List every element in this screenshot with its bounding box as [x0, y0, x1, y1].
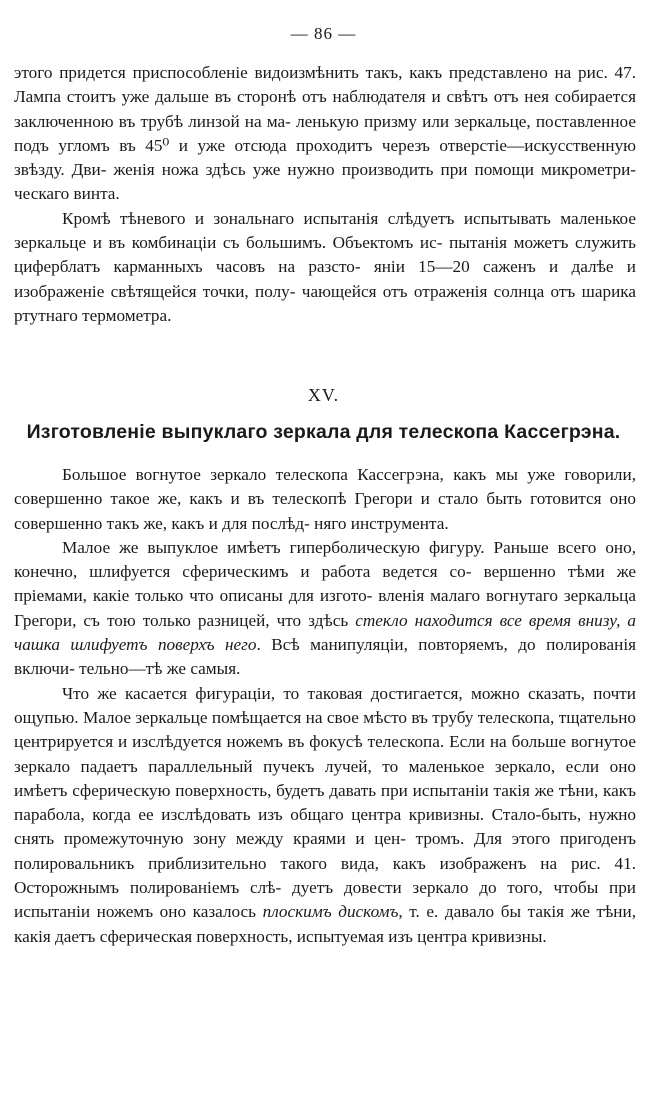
italic-emphasis: поверхъ него — [157, 635, 257, 655]
text-line: въ трубу телескопа, тщательно центрируется и изслѣдуется ножемъ — [14, 707, 636, 752]
text-line: Малое же выпуклое имѣетъ гиперболическую фигуру. Раньше — [62, 537, 549, 557]
text-line: женія ножа здѣсь уже нужно производить при помощи микрометри- — [113, 160, 637, 180]
page-number: — 86 — — [290, 24, 357, 43]
text-fragment: , т. е. давало бы такія же тѣни, какія — [14, 902, 636, 946]
italic-emphasis: плоскимъ дискомъ — [262, 902, 399, 922]
text-line: даетъ сферическая поверхность, испытуемая изъ центра кривизны. — [55, 926, 547, 946]
italic-emphasis: стекло находится все время внизу, а чашка шлифуетъ — [14, 610, 637, 655]
text-line: Что же касается фигураціи, то таковая достигается, можно — [62, 683, 520, 703]
text-fragment: . Всѣ манипуляціи, повторяемъ, до полированія включи- — [14, 635, 637, 679]
text-line: яніи 15—20 саженъ и далѣе и изображеніе свѣтящейся точки, полу- — [14, 257, 636, 301]
chapter-number: XV. — [307, 385, 340, 405]
text-line: какъ парабола, когда ее изслѣдовать изъ общаго центра кривизны. — [14, 780, 636, 825]
text-line: говорили, совершенно такое же, какъ и въ телескопѣ Грегори и — [14, 465, 636, 509]
text-line: и свѣтъ отъ нея собирается заключенною въ трубѣ линзой на ма- — [14, 87, 637, 131]
paragraph-convex-mirror — [14, 536, 636, 682]
chapter-title: Изготовленіе выпуклаго зеркала для телескопа Кассегрэна. — [26, 421, 621, 443]
text-line: въ фокусѣ телескопа. Если на больше вогнутое зеркало падаетъ — [14, 732, 637, 776]
text-line: ческаго винта. — [14, 184, 120, 204]
text-line: чающейся отъ отраженія солнца отъ шарика ртутнаго термометра. — [14, 281, 636, 325]
text-line: стало быть готовится оно совершенно такъ же, какъ и для послѣд- — [14, 489, 636, 533]
text-line: тельно—тѣ же самыя. — [79, 659, 241, 679]
text-line: маленькое зеркальце и въ комбинаціи съ большимъ. Объектомъ ис- — [14, 208, 636, 253]
text-line: вершенно тѣми же пріемами, какіе только что описаны для изгото- — [14, 562, 636, 606]
text-line: ленькую призму или зеркальце, поставленное подъ угломъ въ 45⁰ и — [14, 111, 636, 155]
text-line: Стало-быть, нужно снять промежуточную зону между краями и цен- — [14, 805, 636, 849]
text-line: тромъ. Для этого пригоденъ полировальникъ приблизительно такого — [14, 829, 636, 873]
text-line: на рис. 47. Лампа стоитъ уже дальше въ сторонѣ отъ наблюдателя — [14, 63, 636, 107]
top-section — [14, 61, 636, 328]
text-fragment: казалось — [192, 902, 263, 922]
text-line: няго инструмента. — [314, 513, 449, 533]
text-line: Кромѣ тѣневого и зональнаго испытанія слѣдуетъ испытывать — [62, 208, 551, 228]
text-line: дуетъ довести зеркало до того, чтобы при испытаніи ножемъ оно — [14, 878, 636, 922]
text-fragment: что здѣсь — [276, 610, 356, 630]
paragraph-continuation — [14, 61, 636, 207]
text-line: вида, какъ изображенъ на рис. 41. Осторожнымъ полированіемъ слѣ- — [14, 853, 637, 898]
text-line: Большое вогнутое зеркало телескопа Кассегрэна, какъ мы уже — [62, 465, 555, 484]
paragraph-testing — [14, 207, 636, 328]
bottom-section — [14, 463, 636, 949]
paragraph-figuring — [14, 682, 636, 949]
text-line: вленія малаго вогнутаго зеркальца Грегори, съ тою только разницей, — [14, 586, 636, 630]
text-line: всего оно, конечно, шлифуется сферическимъ и работа ведется со- — [14, 537, 637, 582]
paragraph-large-mirror — [14, 463, 636, 536]
text-line: пытанія можетъ служить циферблатъ карманныхъ часовъ на разсто- — [14, 233, 636, 277]
text-line: сферическую поверхность, будетъ давать при испытаніи такія же тѣни, — [72, 780, 599, 800]
text-line: сказать, почти ощупью. Малое зеркальце помѣщается на свое мѣсто — [14, 683, 636, 727]
text-line: параллельный пучекъ лучей, то маленькое зеркало, если оно имѣетъ — [14, 756, 636, 800]
text-line: уже отсюда проходитъ черезъ отверстіе—искусственную звѣзду. Дви- — [14, 135, 637, 180]
text-line: этого придется приспособленіе видоизмѣнить такъ, какъ представлено — [14, 63, 548, 82]
